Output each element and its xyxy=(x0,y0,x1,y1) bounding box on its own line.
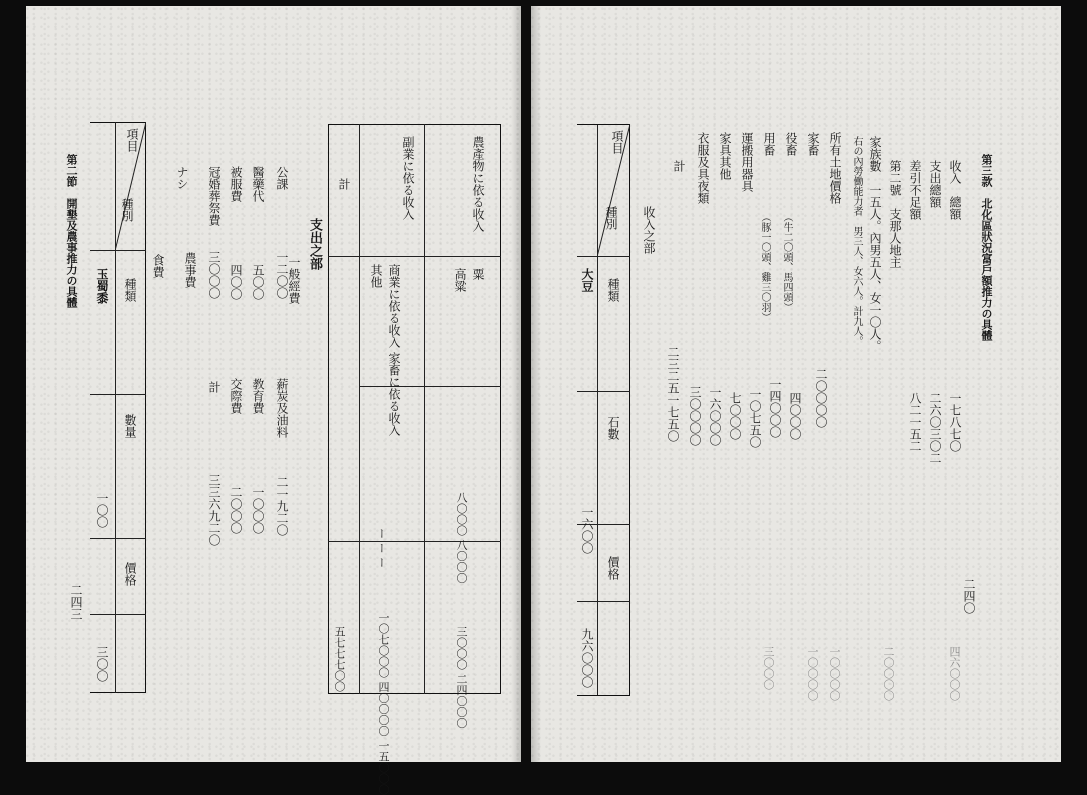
expense-label: 農事費 xyxy=(183,252,197,288)
expense-label: 食費 xyxy=(151,254,165,278)
row-total: 三〇〇〇 二四〇〇〇 xyxy=(455,626,468,729)
right-page xyxy=(531,6,1061,762)
expense-label: 冠婚葬祭費 xyxy=(207,166,221,226)
family-title: 第二號 支那人地主 xyxy=(888,160,902,268)
row-price: 三〇〇 xyxy=(95,646,109,682)
faint-amount: 四六〇〇〇 xyxy=(948,646,961,701)
page-number-left: 二四三 xyxy=(69,584,83,620)
row-cell: 高粱 xyxy=(453,268,467,292)
row-title: 農產物に依る收入 xyxy=(471,136,485,232)
asset-amount: 一四〇〇〇 xyxy=(768,378,782,438)
expense-label: 公課 xyxy=(275,166,289,190)
asset-detail: （牛二〇頭、馬四頭） xyxy=(781,212,792,312)
row-quantity: 一六〇〇 xyxy=(580,506,594,554)
row-cell: 商業に依る收入 家畜に依る收入 xyxy=(387,264,401,436)
total-income-label: 收入 總額 xyxy=(948,160,962,220)
expenses-title: 支出之部 xyxy=(307,218,322,270)
expense-label: 被服費 xyxy=(229,166,243,202)
asset-label: 計 xyxy=(672,160,686,172)
expense-amount: 二一九二〇 xyxy=(275,476,289,536)
asset-label: 家畜 xyxy=(806,132,820,156)
header-item: 項目 xyxy=(125,128,139,152)
section-title: 第三款 北化區狀況富戶額推力の具體 xyxy=(980,154,993,341)
asset-amount: 四〇〇〇 xyxy=(788,392,802,440)
family-labor: 右の內勞働能力者 男三人、女六人。計九人。 xyxy=(851,136,862,346)
asset-label: 所有土地價格 xyxy=(828,132,842,204)
row-quantity: 一〇〇 xyxy=(95,492,109,528)
expense-amount: 三〇〇〇 xyxy=(207,251,221,299)
row-kind: 大豆 xyxy=(580,268,594,292)
total-expense-label: 支出總額 xyxy=(928,160,942,208)
faint-amount: 二〇〇〇〇 xyxy=(882,646,895,701)
asset-amount: 七〇〇〇 xyxy=(728,392,742,440)
header-type: 種類 xyxy=(606,278,620,302)
asset-label: 役畜 xyxy=(784,132,798,156)
row-cell: 粟 xyxy=(471,268,485,280)
header-quantity: 數量 xyxy=(123,414,137,438)
faint-amount: 一〇〇〇〇 xyxy=(806,646,819,701)
header-type: 種類 xyxy=(123,278,137,302)
total-expense-amount: 二六〇三〇二 xyxy=(928,392,942,464)
row-kind: 玉蜀黍 xyxy=(95,268,109,304)
expenses-subtitle: 一般經費 xyxy=(287,256,301,304)
income-title: 收入之部 xyxy=(642,206,656,254)
family-members: 家族數 一五人。內男五人、女一〇人。 xyxy=(868,136,882,352)
running-head-left: 第二節 開墾及農事推力の具體 xyxy=(65,154,78,308)
expense-label: ナシ xyxy=(175,166,189,190)
total-income-amount: 一七八七〇 xyxy=(948,392,962,452)
gutter-shadow-right xyxy=(531,6,541,762)
row-title: 副業に依る收入 xyxy=(401,136,415,220)
asset-detail: （豚一〇頭、雞三〇羽） xyxy=(759,212,770,322)
deficit-label: 差引不足額 xyxy=(908,160,922,220)
header-quantity: 石數 xyxy=(606,416,620,440)
expense-label: 薪炭及油料 xyxy=(275,378,289,438)
expense-amount: 一二〇〇 xyxy=(275,251,289,299)
expense-label: 醫藥代 xyxy=(251,166,265,202)
asset-label: 用畜 xyxy=(762,132,776,156)
faint-amount: 一〇〇〇〇 xyxy=(828,646,841,701)
gutter-shadow-left xyxy=(511,6,521,762)
asset-amount: 一〇七五〇 xyxy=(748,388,762,448)
deficit-amount: 八二一五二 xyxy=(908,392,922,452)
asset-amount: 二三二五一七五〇 xyxy=(666,346,680,442)
asset-label: 家具其他 xyxy=(718,132,732,180)
header-price: 價格 xyxy=(606,556,620,580)
asset-label: 運搬用器具 xyxy=(740,132,754,192)
expense-amount: 四〇〇 xyxy=(229,264,243,300)
header-kind: 種別 xyxy=(604,206,618,230)
asset-amount: 二〇〇〇〇 xyxy=(814,368,828,428)
row-title: 計 xyxy=(337,178,351,190)
expense-label: 教育費 xyxy=(251,378,265,414)
asset-label: 衣服及具夜類 xyxy=(696,132,710,204)
row-total: 五七七七〇〇 xyxy=(333,626,346,692)
asset-amount: 三〇〇〇〇 xyxy=(688,386,702,446)
header-price: 價格 xyxy=(123,562,137,586)
faint-amount: 三〇〇〇 xyxy=(762,646,775,690)
header-item: 項目 xyxy=(610,130,624,154)
row-total: 一〇七〇〇〇 四〇〇〇〇 一五〇〇〇 xyxy=(377,612,390,795)
row-amount: 八〇〇〇 八〇〇〇 xyxy=(455,492,468,584)
expense-label: 交際費 xyxy=(229,378,243,414)
expense-label: 計 xyxy=(207,381,221,393)
row-price: 九六〇〇〇 xyxy=(580,628,594,688)
row-amount: ー ー ー xyxy=(375,528,388,568)
asset-amount: 一六〇〇〇 xyxy=(708,386,722,446)
expense-amount: 一〇〇〇 xyxy=(251,486,265,534)
expense-amount: 五〇〇 xyxy=(251,264,265,300)
expense-amount: 三三六九二〇 xyxy=(207,474,221,546)
expense-amount: 二〇〇〇 xyxy=(229,486,243,534)
left-page xyxy=(26,6,521,795)
header-kind: 種別 xyxy=(120,198,134,222)
page-number-right: 二四〇 xyxy=(962,578,976,614)
row-cell: 其他 xyxy=(369,264,383,288)
